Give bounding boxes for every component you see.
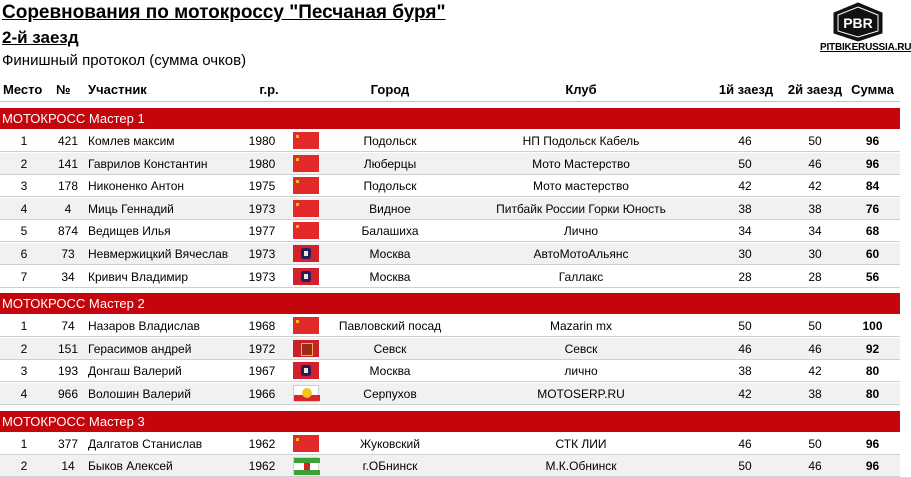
cell-year: 1967 (248, 363, 276, 378)
cell-num: 74 (61, 318, 75, 333)
cell-year: 1973 (248, 201, 276, 216)
cell-num: 377 (57, 436, 79, 451)
cell-sum: 76 (865, 201, 880, 216)
cell-flag (292, 433, 320, 454)
cell-flag (292, 153, 320, 174)
pbr-logo-icon (832, 2, 884, 42)
table-row (0, 360, 900, 382)
cell-round2: 46 (808, 156, 822, 171)
cell-place: 1 (20, 318, 28, 333)
red-flag-icon (293, 155, 319, 172)
cell-round2: 38 (808, 201, 822, 216)
cell-place: 3 (20, 178, 28, 193)
page-header (0, 0, 911, 78)
cell-city: Подольск (363, 178, 417, 193)
col-club: Клуб (565, 82, 597, 97)
table-row (0, 243, 900, 265)
cell-place: 1 (20, 436, 28, 451)
red-flag-icon (293, 222, 319, 239)
cell-club: М.К.Обнинск (545, 458, 617, 473)
cell-num: 14 (61, 458, 75, 473)
cell-round2: 50 (808, 133, 822, 148)
cell-city: Серпухов (363, 386, 417, 401)
red-flag-icon (293, 177, 319, 194)
table-row (0, 383, 900, 405)
cell-year: 1972 (248, 341, 276, 356)
cell-round1: 38 (738, 363, 752, 378)
cell-name: Миць Геннадий (88, 201, 174, 216)
cell-sum: 96 (865, 436, 880, 451)
cell-city: Балашиха (361, 223, 419, 238)
cell-club: Лично (563, 223, 599, 238)
cell-club: НП Подольск Кабель (522, 133, 640, 148)
cell-year: 1980 (248, 156, 276, 171)
cell-round2: 38 (808, 386, 822, 401)
moscow-flag-icon (293, 245, 319, 262)
cell-club: Галлакс (558, 269, 604, 284)
cell-city: Москва (369, 363, 411, 378)
cell-year: 1975 (248, 178, 276, 193)
cell-club: АвтоМотоАльянс (533, 246, 629, 261)
cell-club: лично (564, 363, 598, 378)
moscow-flag-icon (293, 362, 319, 379)
cell-sum: 68 (865, 223, 880, 238)
pbr-logo[interactable] (820, 2, 911, 56)
cell-sum: 96 (865, 156, 880, 171)
table-row (0, 455, 900, 477)
cell-place: 6 (20, 246, 28, 261)
cell-flag (292, 130, 320, 151)
cell-year: 1980 (248, 133, 276, 148)
cell-place: 4 (20, 386, 28, 401)
pbr-logo-badge-text: PBR (843, 15, 873, 31)
cell-year: 1973 (248, 246, 276, 261)
cell-city: Жуковский (360, 436, 420, 451)
cell-flag (292, 338, 320, 359)
cell-sum: 84 (865, 178, 880, 193)
cell-round1: 30 (738, 246, 752, 261)
cell-club: Мото мастерство (533, 178, 629, 193)
pbr-logo-text: PITBIKERUSSIA.RU (820, 42, 911, 53)
cell-club: Mazarin mx (549, 318, 612, 333)
cell-city: Подольск (363, 133, 417, 148)
cell-city: Люберцы (363, 156, 417, 171)
cell-place: 3 (20, 363, 28, 378)
cell-round1: 46 (738, 436, 752, 451)
cell-round2: 30 (808, 246, 822, 261)
cell-flag (292, 198, 320, 219)
cell-club: MOTOSERP.RU (537, 386, 625, 401)
cell-round2: 34 (808, 223, 822, 238)
cell-round2: 28 (808, 269, 822, 284)
col-city: Город (370, 82, 410, 97)
cell-name: Комлев максим (88, 133, 175, 148)
cell-name: Никоненко Антон (88, 178, 185, 193)
cell-name: Невмержицкий Вячеслав (88, 246, 229, 261)
cell-flag (292, 455, 320, 476)
cell-place: 2 (20, 458, 28, 473)
section-header: МОТОКРОСС Мастер 3 (0, 411, 900, 432)
cell-place: 2 (20, 156, 28, 171)
cell-round2: 46 (808, 458, 822, 473)
cell-name: Волошин Валерий (88, 386, 191, 401)
cell-place: 4 (20, 201, 28, 216)
table-row (0, 315, 900, 337)
cell-sum: 96 (865, 133, 880, 148)
cell-name: Назаров Владислав (88, 318, 200, 333)
cell-year: 1977 (248, 223, 276, 238)
cell-round2: 42 (808, 178, 822, 193)
cell-num: 4 (64, 201, 72, 216)
cell-flag (292, 360, 320, 381)
col-year: г.р. (259, 82, 279, 97)
cell-num: 193 (57, 363, 79, 378)
cell-round1: 28 (738, 269, 752, 284)
cell-num: 151 (57, 341, 79, 356)
cell-flag (292, 175, 320, 196)
page-title: Соревнования по мотокроссу "Песчаная буря" (2, 2, 446, 23)
cell-round1: 34 (738, 223, 752, 238)
red-flag-icon (293, 317, 319, 334)
cell-round1: 50 (738, 458, 752, 473)
col-name: Участник (88, 82, 147, 97)
cell-name: Ведищев Илья (88, 223, 171, 238)
cell-city: Видное (369, 201, 411, 216)
cell-year: 1962 (248, 436, 276, 451)
table-row (0, 153, 900, 175)
page-subtitle: 2-й заезд (2, 28, 79, 47)
cell-year: 1966 (248, 386, 276, 401)
cell-sum: 60 (865, 246, 880, 261)
cell-sum: 56 (865, 269, 880, 284)
serpukhov-flag-icon (293, 385, 319, 402)
cell-place: 7 (20, 269, 28, 284)
cell-round2: 42 (808, 363, 822, 378)
col-round2: 2й заезд (787, 82, 843, 97)
cell-flag (292, 220, 320, 241)
table-header (0, 78, 900, 102)
cell-name: Гаврилов Константин (88, 156, 208, 171)
cell-round2: 50 (808, 318, 822, 333)
obninsk-flag-icon (293, 457, 319, 474)
cell-year: 1968 (248, 318, 276, 333)
cell-place: 5 (20, 223, 28, 238)
cell-round1: 46 (738, 341, 752, 356)
red-flag-icon (293, 435, 319, 452)
col-num: № (56, 82, 71, 97)
cell-place: 2 (20, 341, 28, 356)
cell-flag (292, 243, 320, 264)
cell-num: 421 (57, 133, 79, 148)
cell-num: 874 (57, 223, 79, 238)
table-row (0, 130, 900, 152)
cell-place: 1 (20, 133, 28, 148)
section-header: МОТОКРОСС Мастер 1 (0, 108, 900, 129)
cell-club: СТК ЛИИ (555, 436, 607, 451)
red-flag-icon (293, 200, 319, 217)
cell-city: Павловский посад (338, 318, 442, 333)
cell-round1: 50 (738, 318, 752, 333)
moscow-flag-icon (293, 268, 319, 285)
cell-flag (292, 315, 320, 336)
cell-round1: 38 (738, 201, 752, 216)
col-sum: Сумма (851, 82, 894, 97)
red-flag-icon (293, 132, 319, 149)
table-row (0, 220, 900, 242)
table-row (0, 175, 900, 197)
cell-round1: 46 (738, 133, 752, 148)
cell-club: Севск (564, 341, 598, 356)
cell-num: 966 (57, 386, 79, 401)
sevsk-flag-icon (293, 340, 319, 357)
cell-round1: 42 (738, 386, 752, 401)
cell-sum: 100 (862, 318, 883, 333)
table-row (0, 198, 900, 220)
cell-round1: 50 (738, 156, 752, 171)
cell-year: 1962 (248, 458, 276, 473)
cell-num: 178 (57, 178, 79, 193)
page-caption: Финишный протокол (сумма очков) (2, 52, 247, 69)
cell-round2: 50 (808, 436, 822, 451)
cell-sum: 96 (865, 458, 880, 473)
cell-flag (292, 383, 320, 404)
cell-num: 34 (61, 269, 75, 284)
col-place: Место (3, 82, 43, 97)
cell-num: 141 (57, 156, 79, 171)
cell-name: Герасимов андрей (88, 341, 192, 356)
cell-round1: 42 (738, 178, 752, 193)
cell-num: 73 (61, 246, 75, 261)
cell-round2: 46 (808, 341, 822, 356)
cell-name: Донгаш Валерий (88, 363, 182, 378)
cell-city: г.ОБнинск (362, 458, 418, 473)
cell-sum: 80 (865, 363, 880, 378)
cell-club: Питбайк России Горки Юность (496, 201, 666, 216)
cell-city: Москва (369, 269, 411, 284)
cell-year: 1973 (248, 269, 276, 284)
table-row (0, 266, 900, 288)
cell-city: Москва (369, 246, 411, 261)
table-row (0, 433, 900, 455)
cell-sum: 92 (865, 341, 880, 356)
col-round1: 1й заезд (718, 82, 774, 97)
cell-club: Мото Мастерство (532, 156, 630, 171)
section-header: МОТОКРОСС Мастер 2 (0, 293, 900, 314)
table-row (0, 338, 900, 360)
cell-name: Кривич Владимир (88, 269, 189, 284)
cell-sum: 80 (865, 386, 880, 401)
cell-flag (292, 266, 320, 287)
cell-name: Далгатов Станислав (88, 436, 203, 451)
cell-city: Севск (373, 341, 407, 356)
cell-name: Быков Алексей (88, 458, 173, 473)
